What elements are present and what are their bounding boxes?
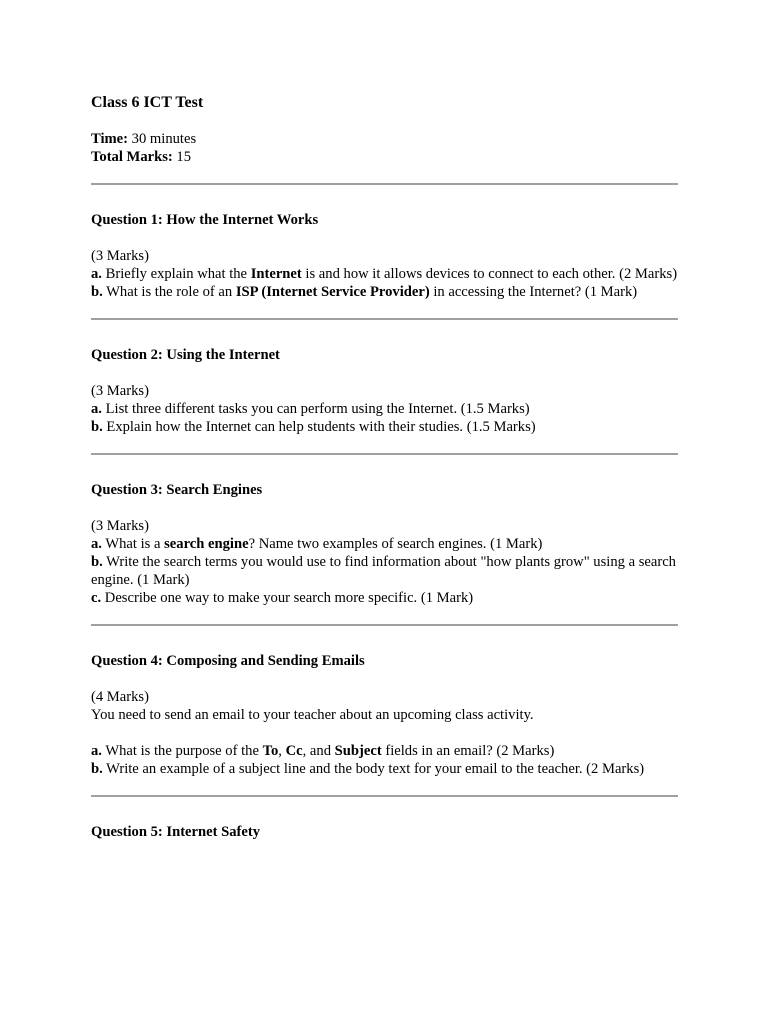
part-text: What is the role of an: [102, 284, 236, 300]
part-label: b.: [91, 554, 103, 570]
question-1-part-b: [91, 283, 678, 301]
question-4-part-b: [91, 760, 678, 778]
divider: [91, 795, 678, 797]
question-1-part-a: [91, 265, 678, 283]
question-1-heading: Question 1: How the Internet Works: [91, 212, 319, 228]
part-label: b.: [91, 419, 103, 435]
question-3: [91, 481, 678, 607]
time-value: 30 minutes: [128, 131, 197, 147]
question-1-marks: (3 Marks): [91, 248, 149, 264]
question-1: [91, 211, 678, 301]
part-text: ? Name two examples of search engines. (1 Mark): [248, 536, 543, 552]
question-2-heading: Question 2: Using the Internet: [91, 347, 280, 363]
part-text: Briefly explain what the: [101, 266, 251, 282]
part-label: a.: [91, 266, 102, 282]
part-label: a.: [91, 743, 102, 759]
part-text: is and how it allows devices to connect to each other. (2 Marks): [301, 266, 678, 282]
question-4-intro: You need to send an email to your teacher about an upcoming class activity.: [91, 707, 534, 723]
question-5: [91, 823, 678, 841]
question-3-part-a: [91, 535, 678, 553]
question-4-heading: Question 4: Composing and Sending Emails: [91, 653, 365, 669]
question-4-marks: (4 Marks): [91, 689, 149, 705]
page-title: Class 6 ICT Test: [91, 94, 204, 111]
total-marks-line: [91, 148, 678, 166]
divider: [91, 624, 678, 626]
bold-term: Cc: [285, 743, 303, 759]
divider: [91, 453, 678, 455]
total-marks-label: Total Marks:: [91, 149, 173, 165]
bold-term: Subject: [334, 743, 382, 759]
time-line: [91, 130, 678, 148]
question-3-marks: (3 Marks): [91, 518, 149, 534]
part-label: a.: [91, 401, 102, 417]
question-3-part-c: [91, 589, 678, 607]
part-text: Describe one way to make your search more specific. (1 Mark): [101, 590, 474, 606]
question-4-part-a: [91, 742, 678, 760]
part-label: a.: [91, 536, 102, 552]
question-3-heading: Question 3: Search Engines: [91, 482, 263, 498]
question-3-part-b: [91, 553, 678, 589]
part-label: b.: [91, 761, 103, 777]
bold-term: To: [262, 743, 279, 759]
question-2-part-b: [91, 418, 678, 436]
part-text: Write an example of a subject line and the body text for your email to the teacher. (2 Marks): [102, 761, 645, 777]
divider: [91, 318, 678, 320]
part-text: fields in an email? (2 Marks): [381, 743, 555, 759]
part-text: ,: [278, 743, 286, 759]
question-2-part-a: [91, 400, 678, 418]
part-text: in accessing the Internet? (1 Mark): [429, 284, 638, 300]
part-label: c.: [91, 590, 102, 606]
part-text: , and: [302, 743, 335, 759]
question-5-heading: Question 5: Internet Safety: [91, 824, 261, 840]
total-marks-value: 15: [172, 149, 192, 165]
question-4: [91, 652, 678, 778]
part-text: Explain how the Internet can help students with their studies. (1.5 Marks): [102, 419, 536, 435]
part-text: List three different tasks you can perform using the Internet. (1.5 Marks): [101, 401, 530, 417]
part-text: What is a: [101, 536, 165, 552]
part-text: Write the search terms you would use to find information about "how plants grow" using a search engine. (1 Mark): [91, 554, 676, 588]
part-text: What is the purpose of the: [101, 743, 263, 759]
bold-term: search engine: [164, 536, 249, 552]
question-2: [91, 346, 678, 436]
part-label: b.: [91, 284, 103, 300]
question-2-marks: (3 Marks): [91, 383, 149, 399]
time-label: Time:: [91, 131, 129, 147]
bold-term: ISP (Internet Service Provider): [235, 284, 430, 300]
bold-term: Internet: [250, 266, 302, 282]
spacer: [91, 724, 678, 742]
divider: [91, 183, 678, 185]
